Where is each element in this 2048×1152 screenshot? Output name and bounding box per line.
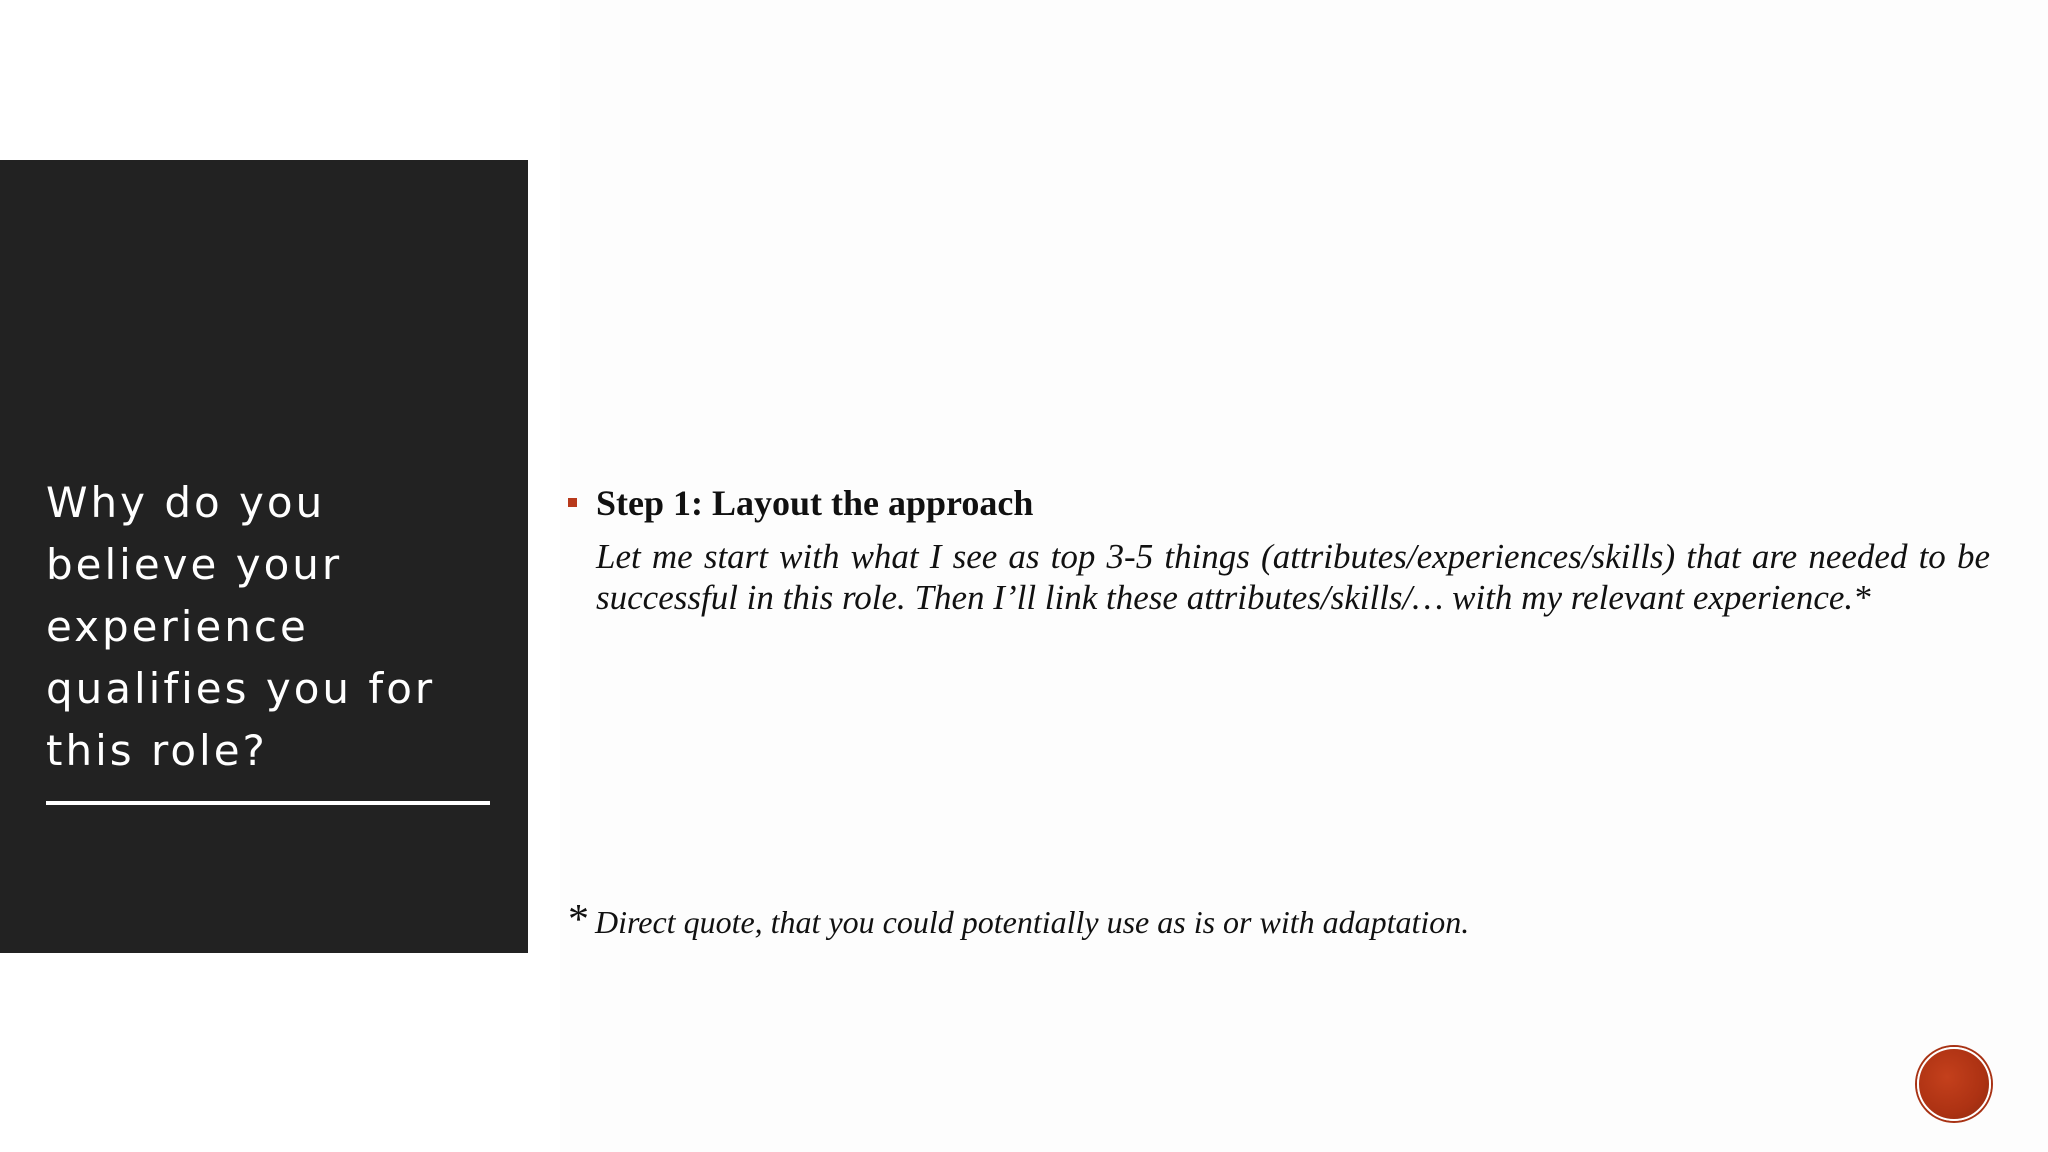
footnote-text: Direct quote, that you could potentially use as is or with adaptation. [595, 904, 1470, 940]
asterisk-icon: * [568, 897, 589, 943]
step-body: Let me start with what I see as top 3-5 things (attributes/experiences/skills) that are needed to be successful in this role. Then I’ll link these attributes/skills/… with my relevant experience.* [596, 537, 1990, 617]
title-panel [0, 160, 528, 953]
step-heading: Step 1: Layout the approach [596, 483, 1034, 523]
slide-nav-button[interactable] [1917, 1047, 1991, 1121]
title-underline [46, 801, 490, 805]
square-bullet-icon [568, 498, 577, 507]
slide-title: Why do you believe your experience qualifies you for this role? [46, 478, 436, 775]
footnote [568, 897, 1470, 943]
